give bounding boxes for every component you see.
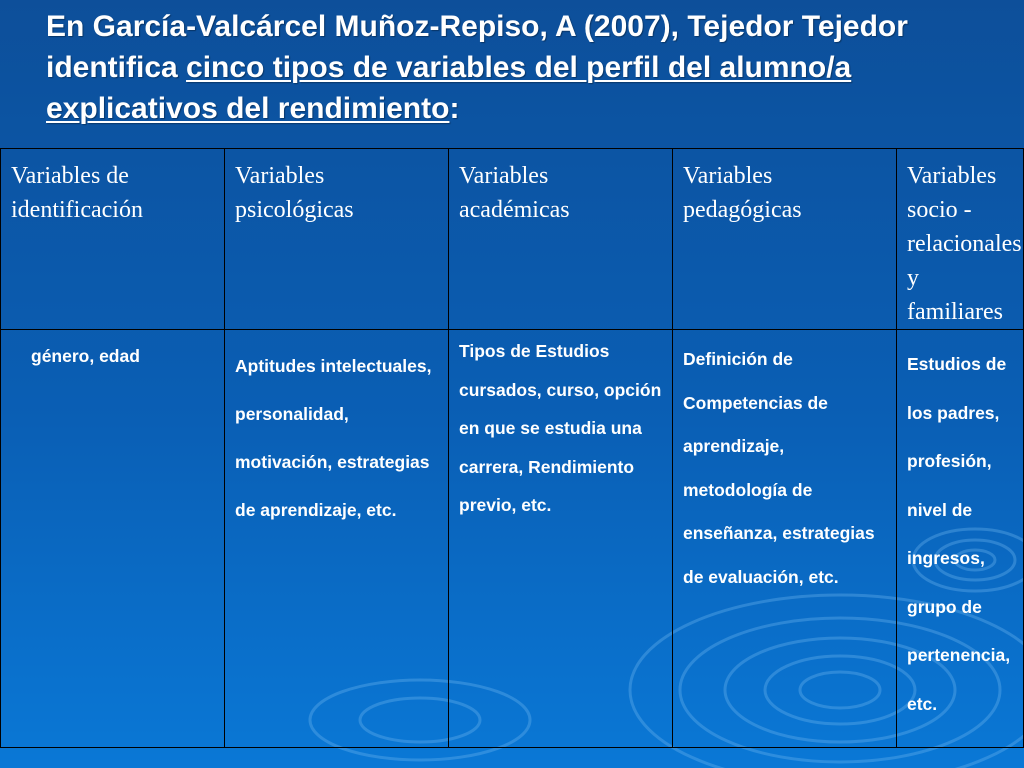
slide-title xyxy=(46,6,986,129)
title-prefix: En García-Valcárcel Muñoz-Repiso, A (2007), Tejedor Tejedor identifica xyxy=(46,10,908,84)
header-cell-academicas: Variables académicas xyxy=(449,149,673,330)
header-cell-identificacion: Variables de identificación xyxy=(1,149,225,330)
cell-academicas: Tipos de Estudios cursados, curso, opción en que se estudia una carrera, Rendimiento previo, etc. xyxy=(449,330,673,748)
cell-psicologicas: Aptitudes intelectuales, personalidad, motivación, estrategias de aprendizaje, etc. xyxy=(225,330,449,748)
table-row xyxy=(1,330,1024,748)
title-underlined-phrase: cinco tipos de variables del perfil del alumno/a explicativos del rendimiento xyxy=(46,51,852,125)
table-header-row xyxy=(1,149,1024,330)
cell-identificacion: género, edad xyxy=(1,330,225,748)
header-cell-psicologicas: Variables psicológicas xyxy=(225,149,449,330)
cell-socio-relacionales: Estudios de los padres, profesión, nivel de ingresos, grupo de pertenencia, etc. xyxy=(897,330,1024,748)
header-cell-socio-relacionales: Variables socio -relacionales y familiares xyxy=(897,149,1024,330)
cell-pedagogicas: Definición de Competencias de aprendizaje, metodología de enseñanza, estrategias de evaluación, etc. xyxy=(673,330,897,748)
title-suffix: : xyxy=(449,92,460,125)
variables-table xyxy=(0,148,1024,748)
header-cell-pedagogicas: Variables pedagógicas xyxy=(673,149,897,330)
